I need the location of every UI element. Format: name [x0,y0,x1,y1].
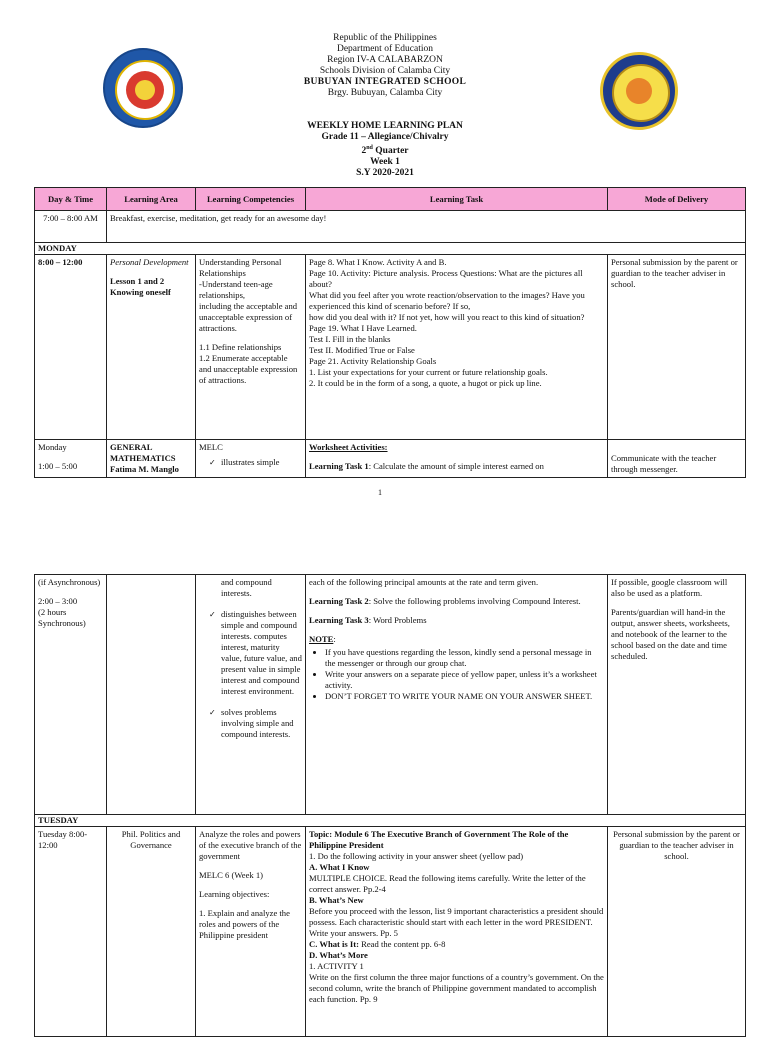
learning-plan-table [34,187,746,478]
pd-task-line: What did you feel after you wrote reaction/observation to the images? Have you experienced this kind of scenario before? If so, [309,290,585,311]
math-comp-cell [196,440,306,478]
pd-comp-1-1: 1.1 Define relationships [199,342,282,352]
math2-task-2: Learning Task 2: Solve the following problems involving Compound Interest. [309,596,581,606]
ppg-d-1: 1. ACTIVITY 1 [309,961,364,971]
deped-seal [103,48,183,128]
math-day: Monday [38,442,67,452]
ppg-step-1: 1. Do the following activity in your answer sheet (yellow pad) [309,851,524,861]
math2-mode-cell [608,575,746,815]
header-mode-of-delivery: Mode of Delivery [608,188,746,211]
pd-comp-line: including the acceptable and unacceptable expression of attractions. [199,301,298,333]
plan-school-year: S.Y 2020-2021 [356,168,414,179]
day-label-monday: MONDAY [35,243,746,255]
math-teacher: Fatima M. Manglo [110,464,179,474]
header-day-time: Day & Time [35,188,107,211]
math2-sync-note: (2 hours Synchronous) [38,607,86,628]
letterhead-line: Schools Division of Calamba City [319,66,451,76]
breakfast-time: 7:00 – 8:00 AM [35,211,107,243]
pd-time: 8:00 – 12:00 [35,255,107,440]
math-time: 1:00 – 5:00 [38,461,78,471]
math2-task-3: Learning Task 3: Word Problems [309,615,427,625]
ppg-d-text: Write on the first column the three major functions of a country’s government. On the second column, write the branch of Philippine government mandated to accomplish each function. Pp. 9 [309,972,604,1004]
page-gap [0,500,768,560]
day-label-tuesday: TUESDAY [35,815,746,827]
ppg-a-label: A. What I Know [309,862,370,872]
math2-task-1-cont: each of the following principal amounts at the rate and term given. [309,577,539,587]
ppg-objectives: Learning objectives: [199,889,270,899]
math2-note-item: • DON’T FORGET TO WRITE YOUR NAME ON YOUR ANSWER SHEET. [325,691,604,702]
ppg-mode: Personal submission by the parent or guardian to the teacher adviser in school. [608,827,746,1037]
math-area: GENERAL MATHEMATICS [110,442,176,463]
letterhead [190,33,580,99]
math2-note-item: • If you have questions regarding the lesson, kindly send a personal message in the messenger or through our group chat. [325,647,604,669]
ppg-d-label: D. What’s More [309,950,368,960]
math2-mode-2: If possible, google classroom will also be used as a platform. [611,577,728,598]
letterhead-line: Region IV-A CALABARZON [327,55,443,65]
math2-comp-2: ✓ distinguishes between simple and compound interests. computes interest, maturity value, future value, and present value in simple interest and compound interest environment. [211,609,302,697]
math-mode-1: Communicate with the teacher through messenger. [611,453,717,474]
math-mode-cell [608,440,746,478]
plan-grade: Grade 11 – Allegiance/Chivalry [321,132,449,142]
pd-lesson: Lesson 1 and 2 Knowing oneself [110,276,171,297]
math2-mode-3: Parents/guardian will hand-in the output, answer sheets, worksheets, and notebook of the learner to the school based on the date and time scheduled. [611,607,730,661]
school-seal [600,52,678,130]
letterhead-line: Department of Education [336,44,434,54]
math-comp-1: ✓ illustrates simple [211,457,302,468]
header-learning-task: Learning Task [306,188,608,211]
ppg-comp-cell [196,827,306,1037]
breakfast-text: Breakfast, exercise, meditation, get ready for an awesome day! [107,211,746,243]
ppg-b-label: B. What’s New [309,895,364,905]
math-task-header: Worksheet Activities: [309,442,388,452]
ppg-b-text: Before you proceed with the lesson, list 9 important characteristics a president should possess. Each characteristic should start with each letter in the word PRESIDENT. Write your answers. Pp. 5 [309,906,604,938]
ppg-comp: Analyze the roles and powers of the executive branch of the government [199,829,302,861]
math2-note-item: • Write your answers on a separate piece of yellow paper, unless it’s a worksheet activity. [325,669,604,691]
pd-task-line: 2. It could be in the form of a song, a quote, a hugot or pick up line. [309,378,542,388]
ppg-task-cell [306,827,608,1037]
pd-task-line: Page 21. Activity Relationship Goals [309,356,437,366]
ppg-topic: Topic: Module 6 The Executive Branch of Government The Role of the Philippine President [309,829,569,850]
pd-competencies [196,255,306,440]
math2-comp-3: ✓ solves problems involving simple and compound interests. [211,707,302,740]
pd-area-cell [107,255,196,440]
plan-title: WEEKLY HOME LEARNING PLAN [307,121,463,131]
math2-comp-cell [196,575,306,815]
learning-plan-table-continued [34,574,746,1037]
pd-area: Personal Development [110,257,189,267]
math-area-cell [107,440,196,478]
pd-task-line: Page 10. Activity: Picture analysis. Process Questions: What are the pictures all about? [309,268,583,289]
page-2 [0,560,768,1024]
header-learning-competencies: Learning Competencies [196,188,306,211]
school-name: BUBUYAN INTEGRATED SCHOOL [303,77,467,87]
math-melc: MELC [199,442,223,452]
ppg-objective-1: 1. Explain and analyze the roles and powers of the Philippine president [199,908,290,940]
math-task-1: Learning Task 1: Calculate the amount of simple interest earned on [309,461,544,471]
math-task-cell [306,440,608,478]
pd-task-line: Page 19. What I Have Learned. [309,323,417,333]
pd-task-line: 1. List your expectations for your current or future relationship goals. [309,367,548,377]
plan-quarter: 2nd Quarter [361,145,409,157]
math2-area-cell [107,575,196,815]
math2-comp-1-cont: and compound interests. [221,577,272,598]
ppg-time: Tuesday 8:00-12:00 [35,827,107,1037]
page-number: 1 [378,488,382,497]
pd-comp-line: -Understand teen-age relationships, [199,279,273,300]
math2-time-cell [35,575,107,815]
pd-comp-1-2: 1.2 Enumerate acceptable and unacceptable expression of attractions. [199,353,298,385]
school-address: Brgy. Bubuyan, Calamba City [327,88,443,98]
pd-task-line: how did you deal with it? If not yet, how will you react to this kind of situation? [309,312,585,322]
header-learning-area: Learning Area [107,188,196,211]
pd-comp-title: Understanding Personal Relationships [199,257,282,278]
ppg-area: Phil. Politics and Governance [107,827,196,1037]
pd-mode: Personal submission by the parent or guardian to the teacher adviser in school. [608,255,746,440]
ppg-c: C. What is It: Read the content pp. 6-8 [309,939,446,949]
pd-tasks [306,255,608,440]
math2-task-cell [306,575,608,815]
ppg-a-text: MULTIPLE CHOICE. Read the following items carefully. Write the letter of the correct answer. Pp.2-4 [309,873,586,894]
pd-task-line: Test I. Fill in the blanks [309,334,391,344]
pd-task-line: Test II. Modified True or False [309,345,415,355]
math2-async: (if Asynchronous) [38,577,101,587]
page-1 [0,0,768,500]
math2-note-label: NOTE: [309,634,336,644]
math2-sync-time: 2:00 – 3:00 [38,596,78,606]
plan-title-block [190,121,580,179]
math-time-cell [35,440,107,478]
ppg-melc: MELC 6 (Week 1) [199,870,263,880]
pd-task-line: Page 8. What I Know. Activity A and B. [309,257,447,267]
plan-week: Week 1 [370,157,400,168]
letterhead-line: Republic of the Philippines [333,33,437,43]
